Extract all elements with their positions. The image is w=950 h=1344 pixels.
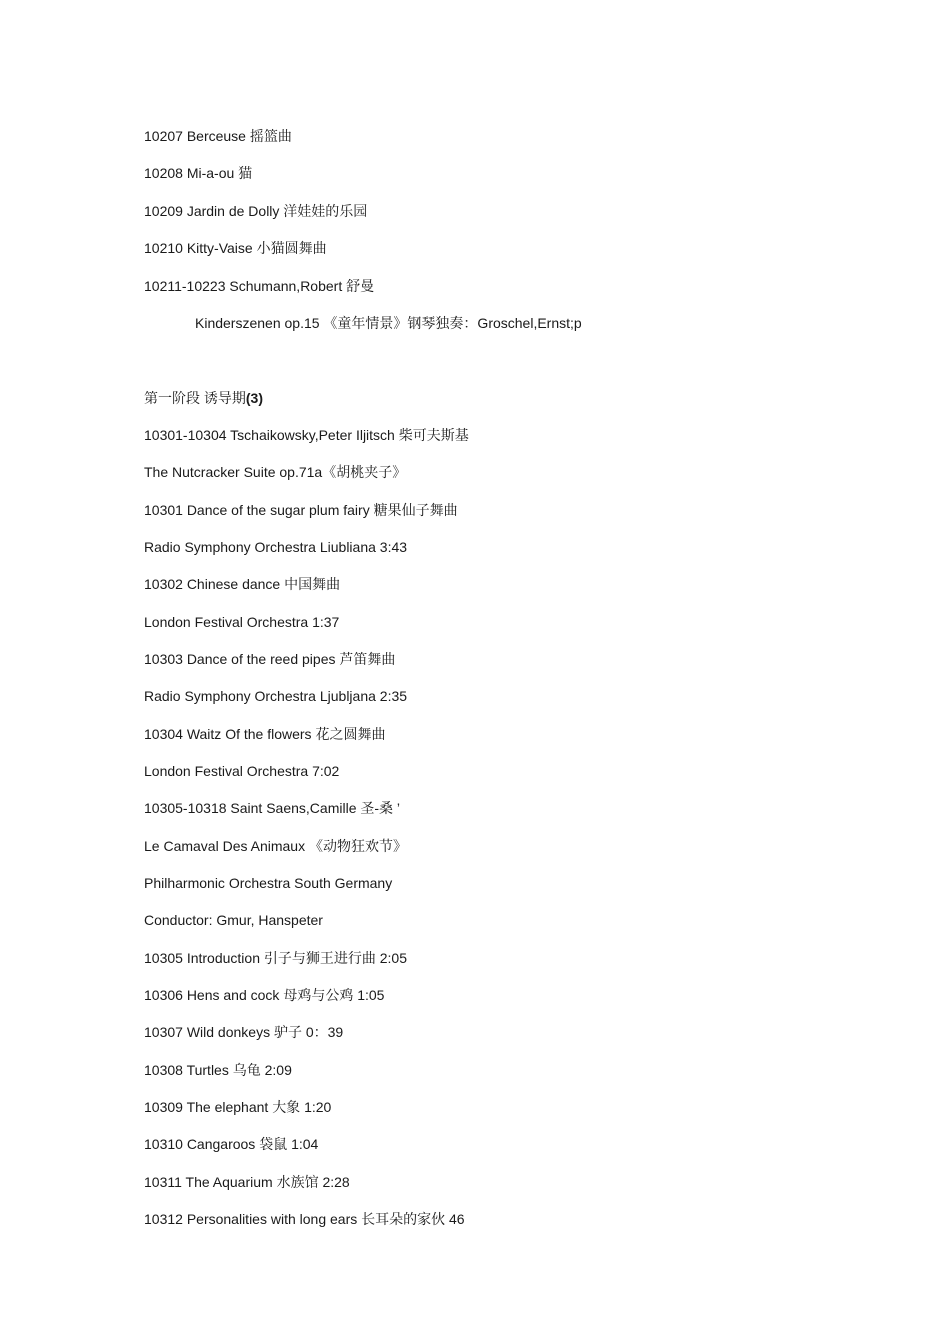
list-item: 10303 Dance of the reed pipes 芦笛舞曲 xyxy=(144,651,396,667)
list-item: 10209 Jardin de Dolly 洋娃娃的乐园 xyxy=(144,203,368,219)
list-item: 10301-10304 Tschaikowsky,Peter Iljitsch 柴可夫斯基 xyxy=(144,427,469,443)
list-item: 10311 The Aquarium 水族馆 2:28 xyxy=(144,1174,350,1190)
list-item: 10208 Mi-a-ou 猫 xyxy=(144,165,253,181)
list-item: 10301 Dance of the sugar plum fairy 糖果仙子舞曲 xyxy=(144,502,458,518)
list-item: 10312 Personalities with long ears 长耳朵的家伙 46 xyxy=(144,1211,465,1227)
list-item: London Festival Orchestra 7:02 xyxy=(144,763,340,779)
list-item: 10308 Turtles 乌龟 2:09 xyxy=(144,1062,292,1078)
list-item: 10211-10223 Schumann,Robert 舒曼 xyxy=(144,278,375,294)
list-item: 10305 Introduction 引子与狮王进行曲 2:05 xyxy=(144,950,408,966)
list-item: Radio Symphony Orchestra Ljubljana 2:35 xyxy=(144,688,408,704)
list-item: 10207 Berceuse 摇篮曲 xyxy=(144,128,292,144)
list-item: 10302 Chinese dance 中国舞曲 xyxy=(144,576,341,592)
section-number: (3) xyxy=(245,390,264,406)
list-item: 10306 Hens and cock 母鸡与公鸡 1:05 xyxy=(144,987,385,1003)
list-item: Philharmonic Orchestra South Germany xyxy=(144,875,393,891)
list-item-detail: Kinderszenen op.15 《童年情景》钢琴独奏：Groschel,Ernst;p xyxy=(195,315,582,331)
list-item: 10307 Wild donkeys 驴子 0：39 xyxy=(144,1024,344,1040)
list-item: Le Camaval Des Animaux 《动物狂欢节》 xyxy=(144,838,407,854)
list-item: 10210 Kitty-Vaise 小猫圆舞曲 xyxy=(144,240,327,256)
list-item: The Nutcracker Suite op.71a《胡桃夹子》 xyxy=(144,464,407,480)
list-item: 10304 Waitz Of the flowers 花之圆舞曲 xyxy=(144,726,386,742)
list-item: 10305-10318 Saint Saens,Camille 圣-桑 ’ xyxy=(144,800,401,816)
section-heading: 第一阶段 诱导期(3) xyxy=(144,390,264,406)
list-item: Radio Symphony Orchestra Liubliana 3:43 xyxy=(144,539,408,555)
list-item: London Festival Orchestra 1:37 xyxy=(144,614,340,630)
list-item: Conductor: Gmur, Hanspeter xyxy=(144,912,323,928)
list-item: 10309 The elephant 大象 1:20 xyxy=(144,1099,332,1115)
list-item: 10310 Cangaroos 袋鼠 1:04 xyxy=(144,1136,319,1152)
